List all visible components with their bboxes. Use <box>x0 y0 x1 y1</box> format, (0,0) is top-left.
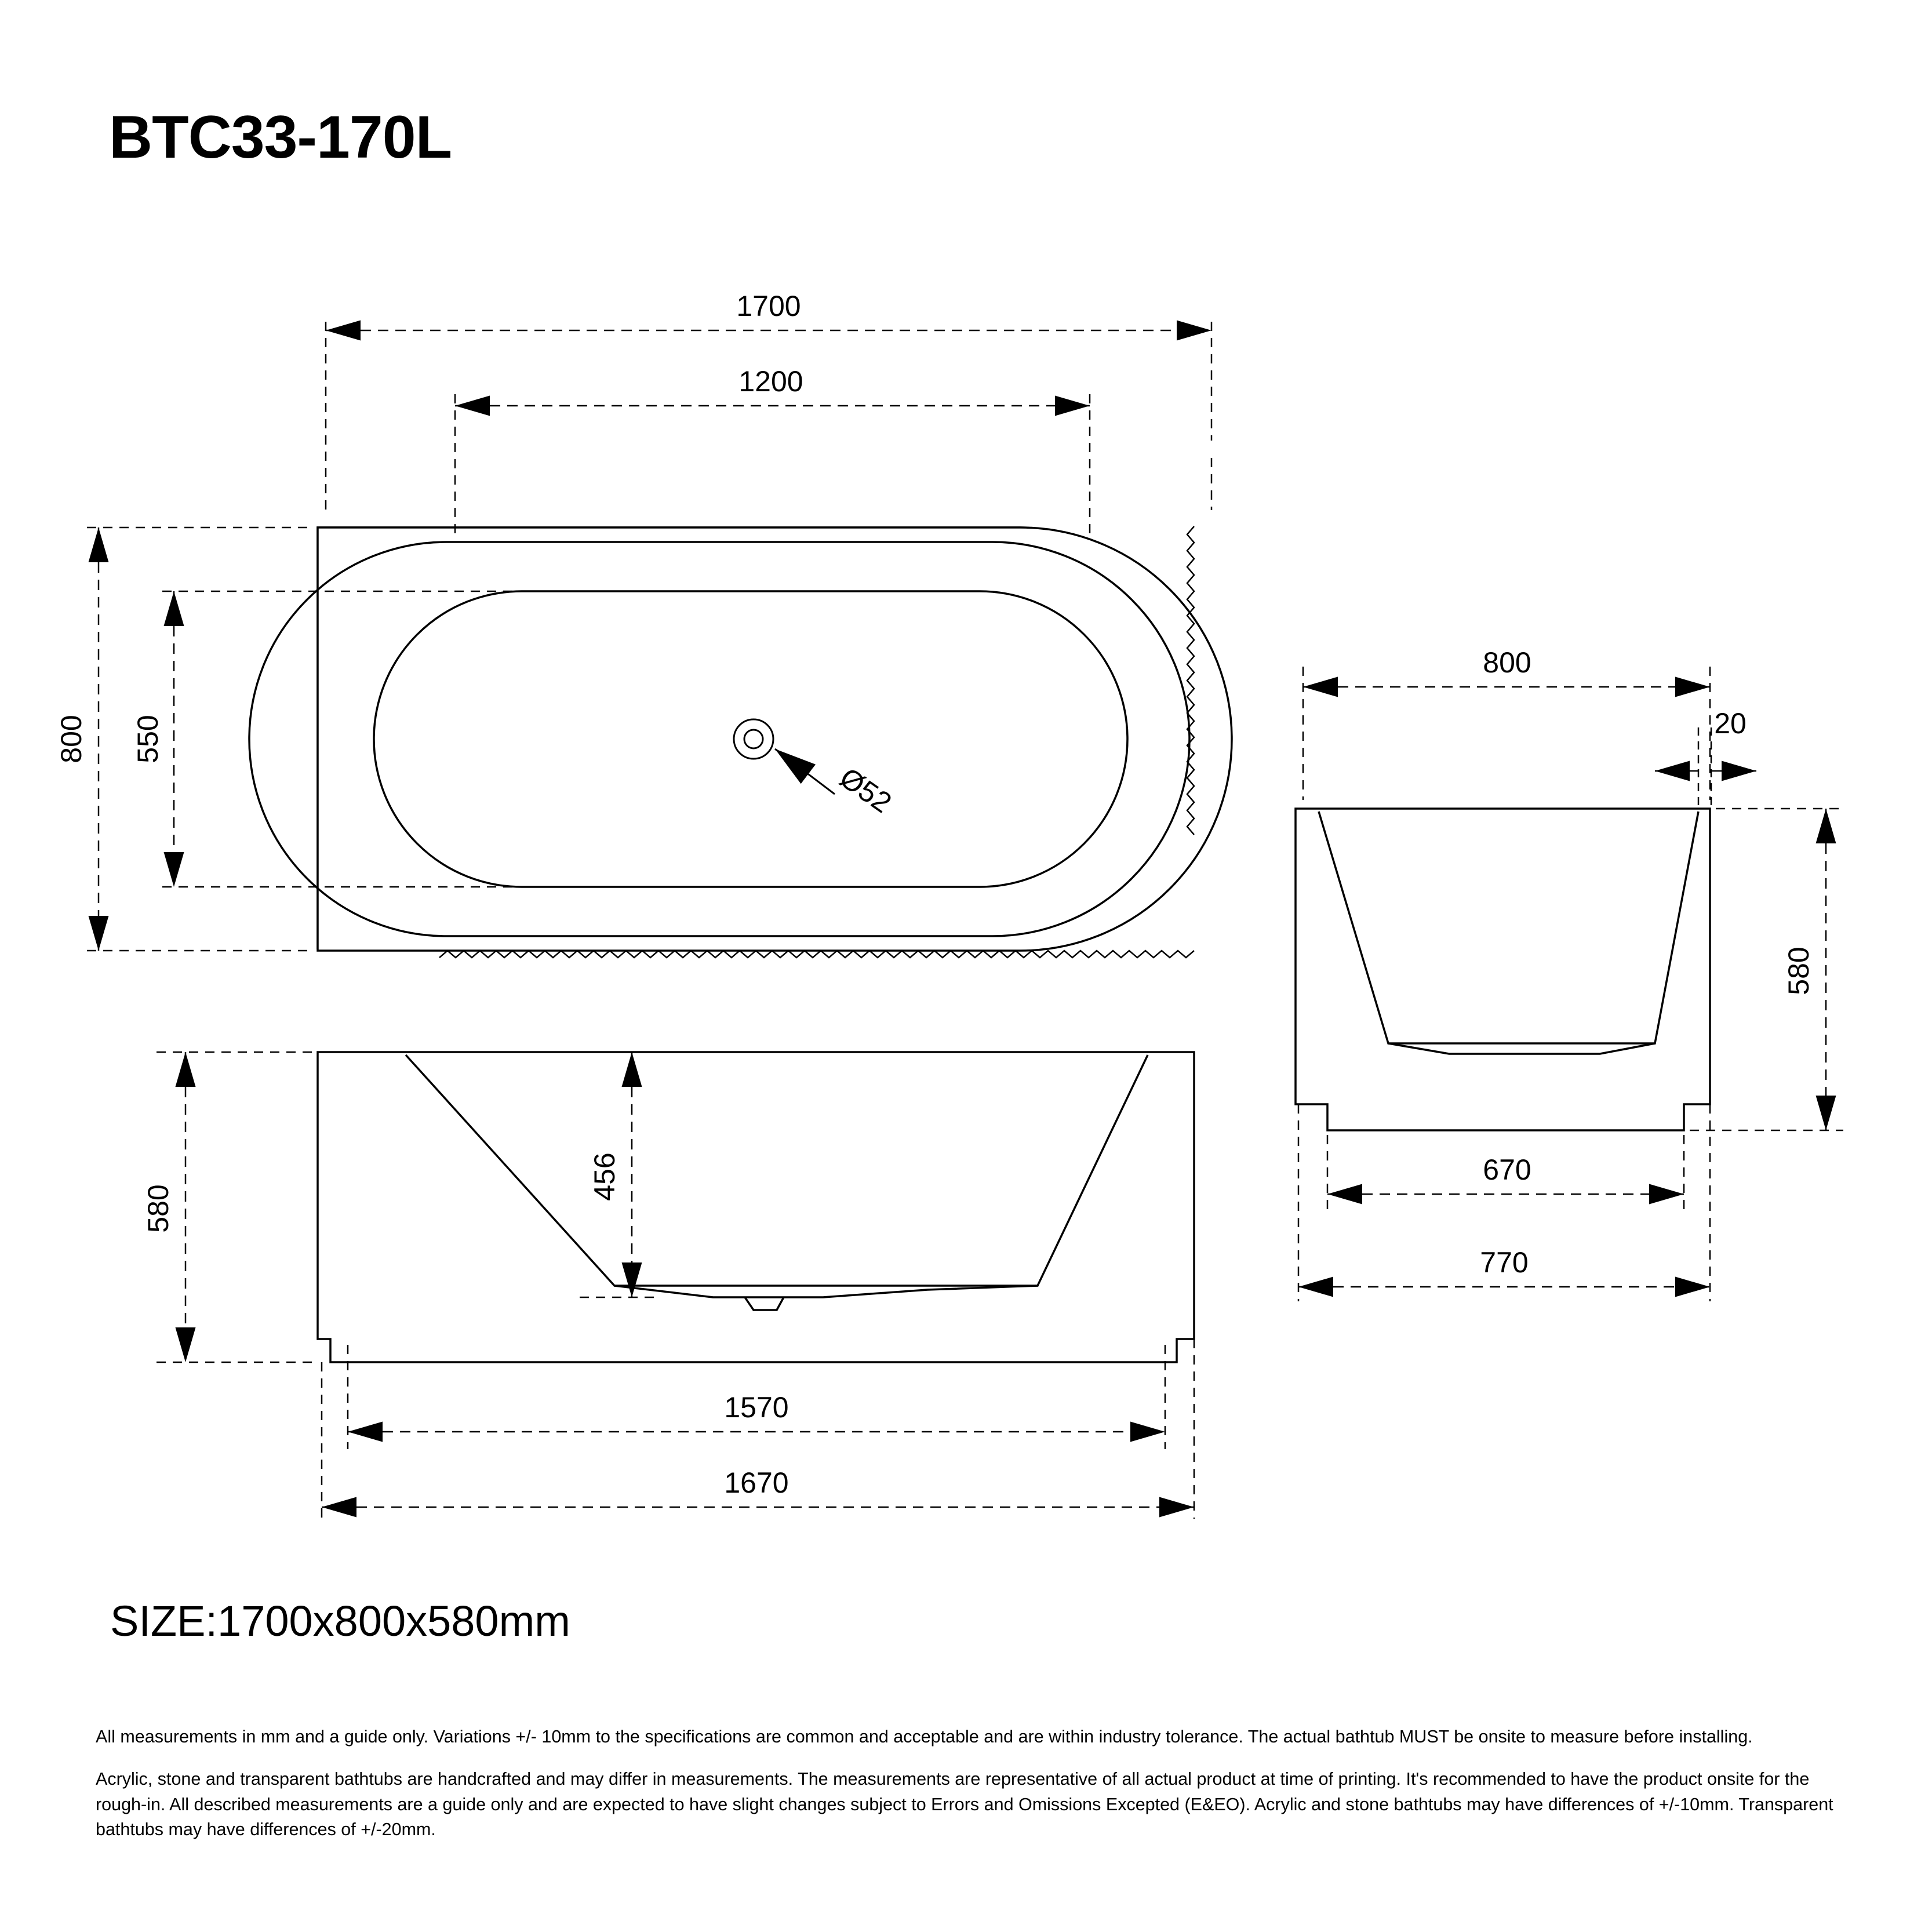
dim-label-1670: 1670 <box>724 1467 789 1499</box>
dim-label-670: 670 <box>1483 1154 1531 1186</box>
note-materials: Acrylic, stone and transparent bathtubs are handcrafted and may differ in measurements. The measurements are representative of all actual product at time of printing. It's recommended to have the product onsite for the rough-in. All described measurements are a guide only and are expected to have slight changes subject to Errors and Omissions Excepted (E&EO). Acrylic and stone bathtubs may have differences of +/-10mm. Transparent bathtubs may have differences of +/-20mm. <box>96 1769 1833 1839</box>
dim-580-side <box>1690 809 1843 1130</box>
dim-20 <box>1698 727 1711 806</box>
dim-1200 <box>455 394 1090 539</box>
dim-label-diameter-52: Ø52 <box>834 761 898 820</box>
dim-label-1700-top: 1700 <box>736 290 801 322</box>
dim-label-770: 770 <box>1480 1246 1529 1279</box>
page-title: BTC33-170L <box>109 104 452 171</box>
dim-label-580-side: 580 <box>1782 947 1815 995</box>
size-summary: SIZE:1700x800x580mm <box>110 1597 570 1645</box>
notes-block <box>96 1724 1840 1860</box>
dim-label-1200: 1200 <box>738 365 803 398</box>
dim-1700-top <box>326 322 1211 510</box>
dim-580-front <box>157 1052 313 1362</box>
dim-label-1570: 1570 <box>724 1391 789 1424</box>
dim-label-800-top: 800 <box>55 715 88 763</box>
dim-label-456: 456 <box>588 1152 621 1201</box>
dim-label-580-front: 580 <box>142 1184 174 1233</box>
side-elevation-outline <box>1296 809 1710 1130</box>
dim-label-550: 550 <box>132 715 164 763</box>
note-measurements: All measurements in mm and a guide only. Variations +/- 10mm to the specifications are common and acceptable and are within industry tolerance. The actual bathtub MUST be onsite to measure before installing. <box>96 1727 1753 1747</box>
dim-label-800-side: 800 <box>1483 646 1531 679</box>
front-elevation-outline <box>318 1052 1194 1362</box>
dim-label-20: 20 <box>1714 707 1747 740</box>
